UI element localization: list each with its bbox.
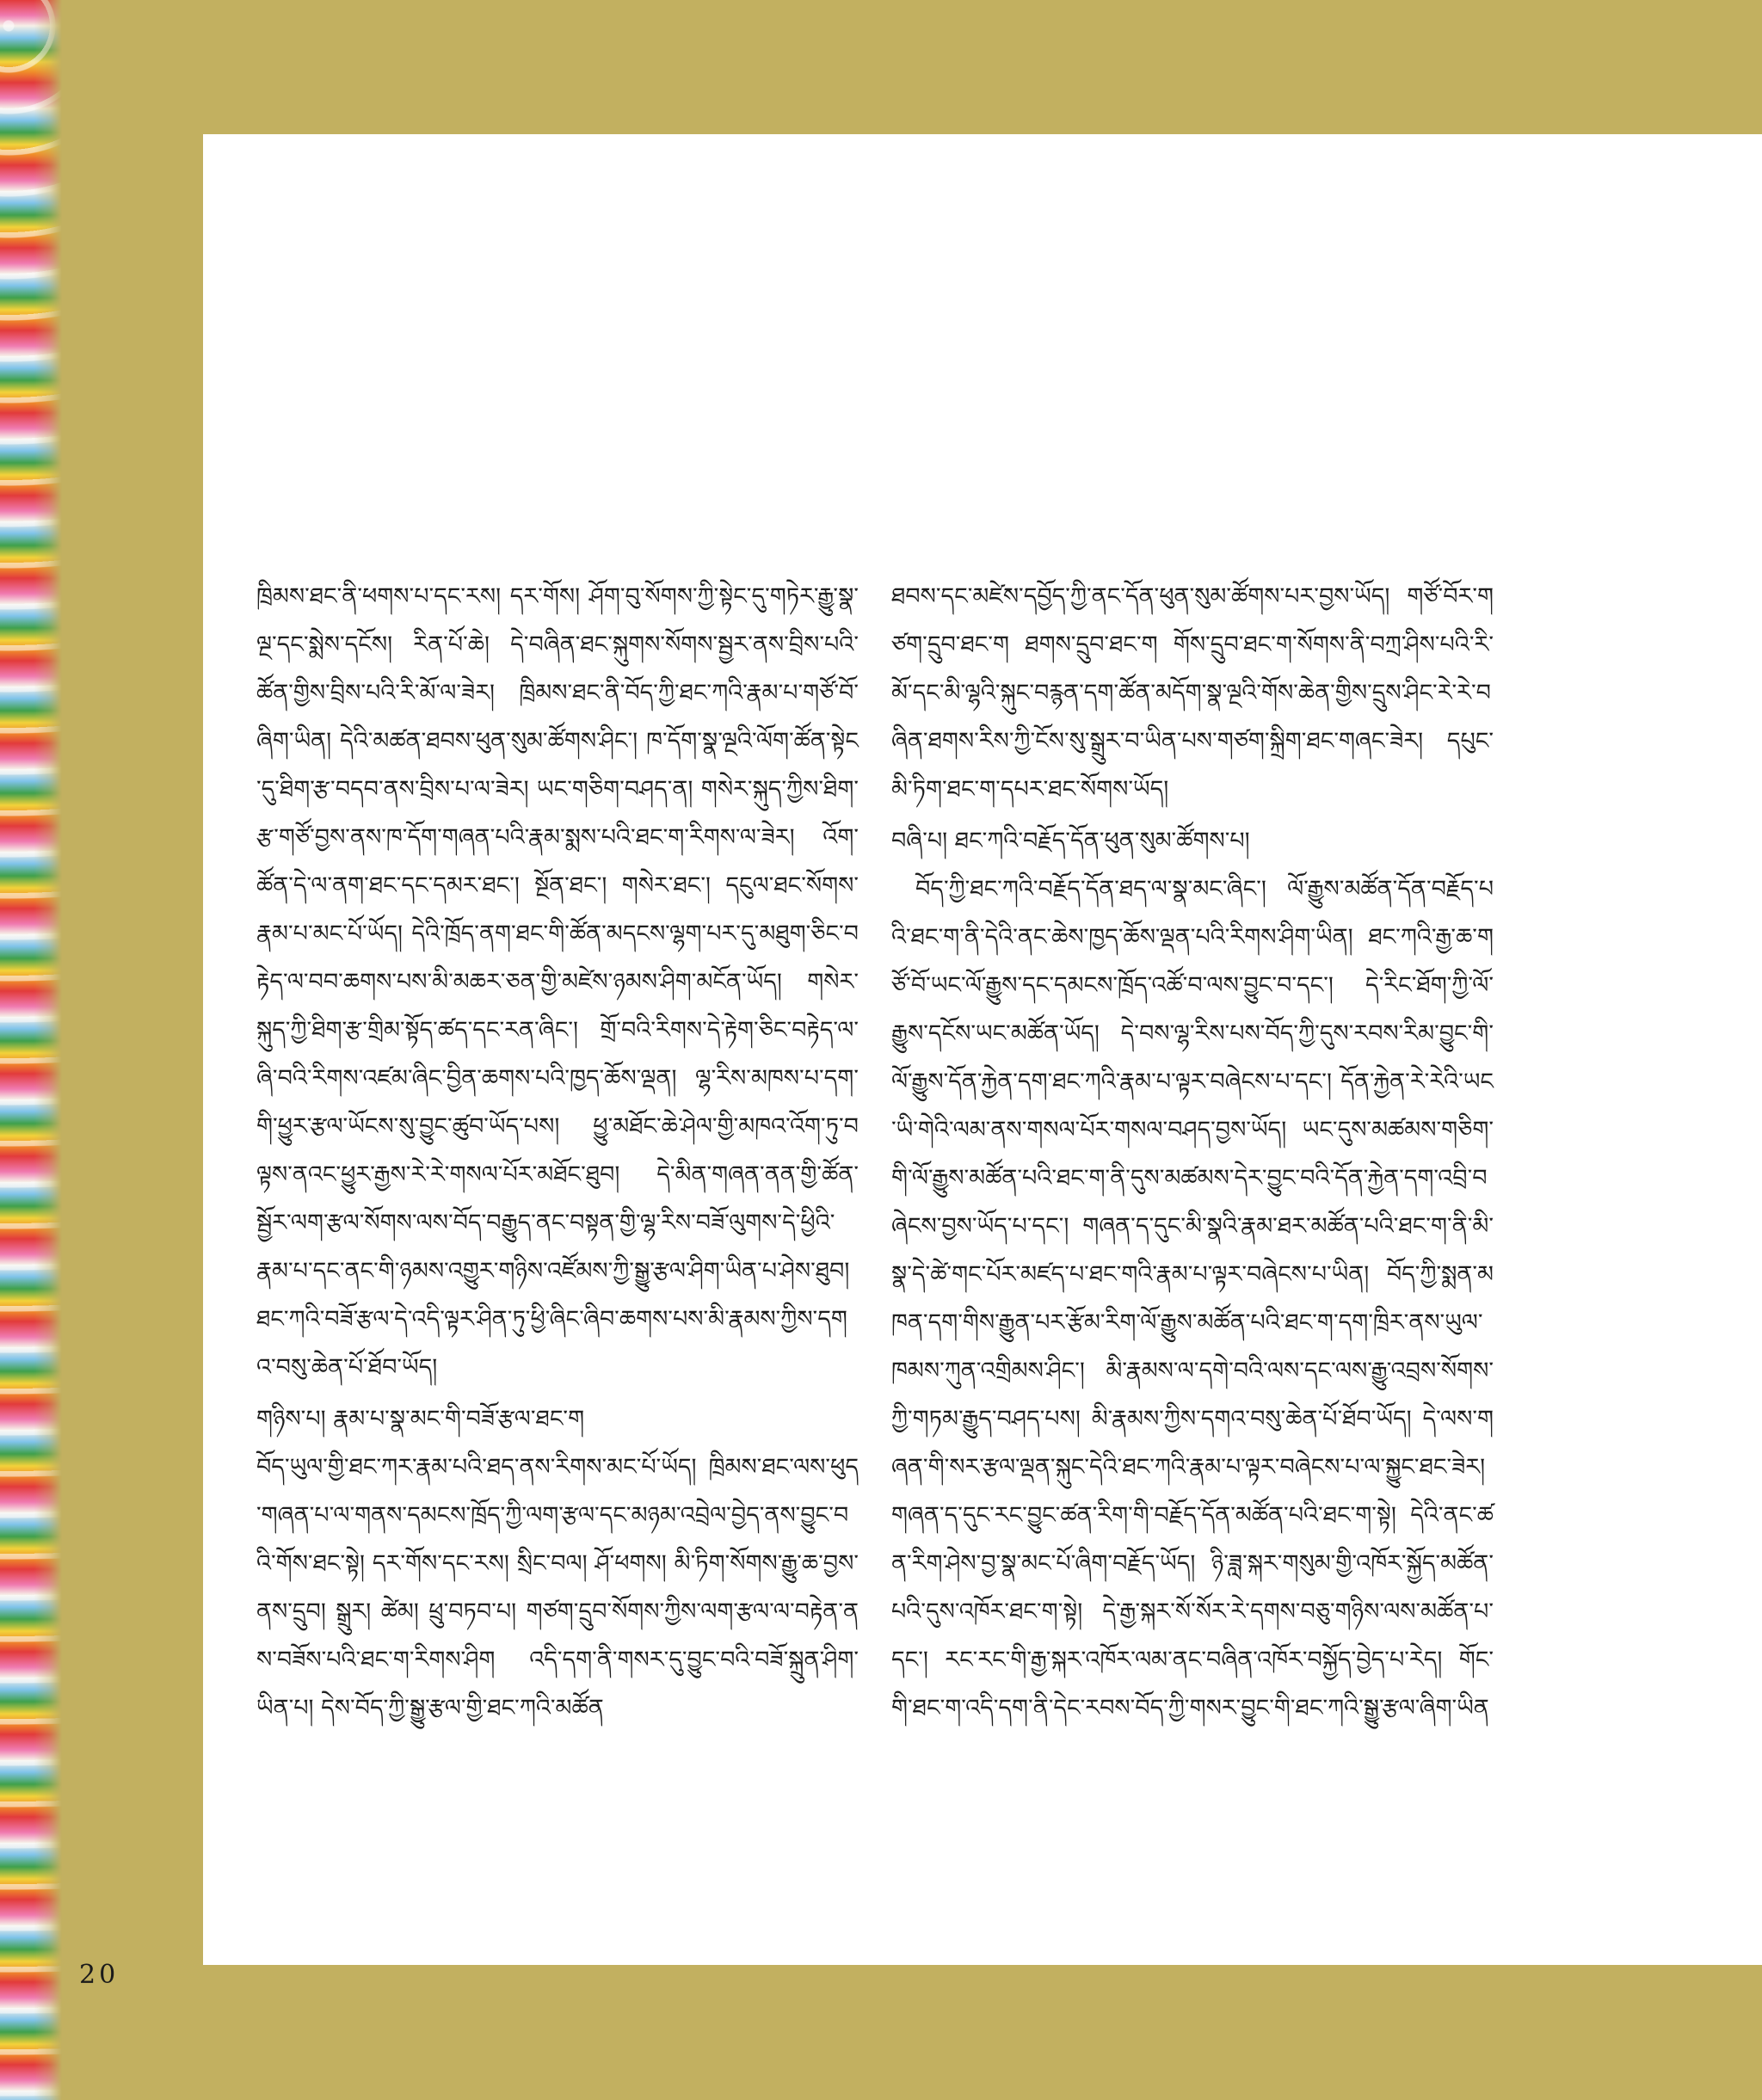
page-number: 20	[79, 1960, 120, 1990]
left-paragraph-1: ཁྲིམས་ཐང་ནི་ཕགས་པ་དང་རས། དར་གོས། ཤོག་བུ་སོགས་ཀྱི་སྟེང་དུ་གཏེར་རྒྱུ་སྣ་ལྔ་དང་སྨེས་དངོས། རིན་པོ་ཆེ། དེ་བཞིན་ཐང་སྐུགས་སོགས་སྦྱར་ནས་བྲིས་པའི་ཚོན་གྱིས་བྲིས་པའི་རི་མོ་ལ་ཟེར། ཁྲིམས་ཐང་ནི་བོད་ཀྱི་ཐང་ཀའི་རྣམ་པ་གཙོ་བོ་ཞིག་ཡིན། དེའི་མཚན་ཐབས་ཕུན་སུམ་ཚོགས་ཤིང་། ཁ་དོག་སྣ་ལྔའི་ལོག་ཚོན་སྟེང་དུ་ཐིག་རྩ་བདབ་ནས་བྲིས་པ་ལ་ཟེར། ཡང་གཅིག་བཤད་ན། གསེར་སྐུད་ཀྱིས་ཐིག་རྩ་གཙོ་བྱས་ནས་ཁ་དོག་གཞན་པའི་རྣམ་སྨས་པའི་ཐང་ག་རིགས་ལ་ཟེར། འོག་ཚོན་དེ་ལ་ནག་ཐང་དང་དམར་ཐང་། སྔོན་ཐང་། གསེར་ཐང་། དངུལ་ཐང་སོགས་རྣམ་པ་མང་པོ་ཡོད། དེའི་ཁྲོད་ནག་ཐང་གི་ཚོན་མདངས་ལྷག་པར་དུ་མཐུག་ཅིང་བརྟེད་ལ་བབ་ཆགས་པས་མི་མཆར་ཅན་གྱི་མཛེས་ཉམས་ཤིག་མངོན་ཡོད། གསེར་སྐུད་ཀྱི་ཐིག་རྩ་གྲིམ་སྟོད་ཚད་དང་རན་ཞིང་། གྲོ་བའི་རིགས་དེ་རྟེག་ཅིང་བརྟེད་ལ་ཞི་བའི་རིགས་འཛམ་ཞིང་བྱིན་ཆགས་པའི་ཁྱད་ཆོས་ལྡན། ལྷ་རིས་མཁས་པ་དག་གི་ཕྱུར་རྩལ་ཡོངས་སུ་བྱུང་ཚུབ་ཡོད་པས། ཕྱུ་མཐོང་ཆེ་ཤེལ་གྱི་མཁའ་འོག་ཏུ་བལྟས་ནའང་ཕྱུར་རྒྱས་རེ་རེ་གསལ་པོར་མཐོང་ཐུབ། དེ་མིན་གཞན་ནན་གྱི་ཚོན་སྦྱོར་ལག་རྩལ་སོགས་ལས་བོད་བརྒྱུད་ནང་བསྟན་གྱི་ལྷ་རིས་བཟོ་ལུགས་དེ་ཕྱིའི་རྣམ་པ་དང་ནང་གི་ཉམས་འགྱུར་གཉིས་འཛོམས་ཀྱི་སྒྱུ་རྩལ་ཤིག་ཡིན་པ་ཤེས་ཐུབ། ཐང་ཀའི་བཟོ་རྩལ་དེ་འདི་ལྟར་ཤིན་ཏུ་ཕྱི་ཞིང་ཞིབ་ཆགས་པས་མི་རྣམས་ཀྱིས་དགའ་བསུ་ཆེན་པོ་ཐོབ་ཡོད།	[256, 583, 859, 1381]
left-paragraph-2: བོད་ཡུལ་གྱི་ཐང་ཀར་རྣམ་པའི་ཐད་ནས་རིགས་མང་པོ་ཡོད། ཁྲིམས་ཐང་ལས་ཕུད་གཞན་པ་ལ་གནས་དམངས་ཁྲོད་ཀྱི་ལག་རྩལ་དང་མཉམ་འབྲེལ་བྱེད་ནས་བྱུང་བའི་གོས་ཐང་སྟེ། དར་གོས་དང་རས། སྲིང་བལ། ཤོ་ཕགས། མི་ཏིག་སོགས་རྒྱུ་ཆ་བྱས་ནས་དྲུབ། སྒྲུར། ཚེམ། ཕྲུ་བཏབ་པ། གཙག་དྲུབ་སོགས་ཀྱིས་ལག་རྩལ་ལ་བརྟེན་ནས་བཟོས་པའི་ཐང་ག་རིགས་ཤིག འདི་དག་ནི་གསར་དུ་བྱུང་བའི་བཟོ་སྐྲུན་ཤིག་ཡིན་པ། དེས་བོད་ཀྱི་སྒྱུ་རྩལ་གྱི་ཐང་ཀའི་མཚོན	[256, 1454, 859, 1721]
right-subheading-4: བཞི་པ། ཐང་ཀའི་བརྗོད་དོན་ཕུན་སུམ་ཚོགས་པ།	[891, 828, 1250, 854]
right-paragraph-1: ཐབས་དང་མཛེས་དབྱོད་ཀྱི་ནང་དོན་ཕུན་སུམ་ཚོགས་པར་བྱས་ཡོད། གཙོ་བོར་གཙག་དྲུབ་ཐང་ག ཐགས་དྲུབ་ཐང་ག གོས་དྲུབ་ཐང་ག་སོགས་ནི་བཀྲ་ཤིས་པའི་རི་མོ་དང་མི་ལྷའི་སྐུང་བརྙན་དག་ཚོན་མདོག་སྣ་ལྔའི་གོས་ཆེན་གྱིས་དྲུས་ཤིང་རེ་རེ་བཞིན་ཐགས་རིས་ཀྱི་ངོས་སུ་སྒྲུར་བ་ཡིན་པས་གཙག་སྐྲིག་ཐང་གཞང་ཟེར། དཔུང་མི་ཏིག་ཐང་ག་དཔར་ཐང་སོགས་ཡོད།	[891, 583, 1494, 803]
right-paragraph-2: བོད་ཀྱི་ཐང་ཀའི་བརྗོད་དོན་ཐད་ལ་སྣ་མང་ཞིང་། ལོ་རྒྱུས་མཚོན་དོན་བརྗོད་པའི་ཐང་ག་ནི་དེའི་ནང་ཆེས་ཁྱད་ཆོས་ལྡན་པའི་རིགས་ཤིག་ཡིན། ཐང་ཀའི་རྒྱ་ཆ་གཙོ་བོ་ཡང་ལོ་རྒྱུས་དང་དམངས་ཁྲོད་འཚོ་བ་ལས་བྱུང་བ་དང་། དེ་རིང་ཐོག་ཀྱི་ལོ་རྒྱུས་དངོས་ཡང་མཚོན་ཡོད། དེ་བས་ལྷ་རིས་པས་བོད་ཀྱི་དུས་རབས་རིམ་བྱུང་གི་ལོ་རྒྱུས་དོན་རྐྱེན་དག་ཐང་ཀའི་རྣམ་པ་ལྟར་བཞེངས་པ་དང་། དོན་རྐྱེན་རེ་རེའི་ཡང་ཡི་གེའི་ལམ་ནས་གསལ་པོར་གསལ་བཤད་བྱས་ཡོད། ཡང་དུས་མཚམས་གཅིག་གི་ལོ་རྒྱུས་མཚོན་པའི་ཐང་ག་ནི་དུས་མཚམས་དེར་བྱུང་བའི་དོན་རྐྱེན་དག་འབྲི་བཞེངས་བྱས་ཡོད་པ་དང་། གཞན་ད་དུང་མི་སྣའི་རྣམ་ཐར་མཚོན་པའི་ཐང་ག་ནི་མི་སྣ་དེ་ཚེ་གང་པོར་མཛད་པ་ཐང་གའི་རྣམ་པ་ལྟར་བཞེངས་པ་ཡིན། བོད་ཀྱི་སྨན་མཁན་དག་གིས་རྒྱུན་པར་རྩོམ་རིག་ལོ་རྒྱུས་མཚོན་པའི་ཐང་ག་དག་ཁྲིར་ནས་ཡུལ་ཁམས་ཀུན་འགྲིམས་ཤིང་། མི་རྣམས་ལ་དགེ་བའི་ལས་དང་ལས་རྒྱུ་འབྲས་སོགས་ཀྱི་གཏམ་རྒྱུད་བཤད་པས། མི་རྣམས་ཀྱིས་དགའ་བསུ་ཆེན་པོ་ཐོབ་ཡོད། དེ་ལས་གཞན་གི་སར་རྩལ་ལྡན་སྐུང་དེའི་ཐང་ཀའི་རྣམ་པ་ལྟར་བཞེངས་པ་ལ་སྐྱུང་ཐང་ཟེར། གཞན་ད་དུང་རང་བྱུང་ཚན་རིག་གི་བརྗོད་དོན་མཚོན་པའི་ཐང་ག་སྟེ། དེའི་ནང་ཚན་རིག་ཤེས་བྱ་སྣ་མང་པོ་ཞིག་བརྗོད་ཡོད། ཉི་ཟླ་སྐར་གསུམ་གྱི་འཁོར་སྐྱོད་མཚོན་པའི་དུས་འཁོར་ཐང་ག་སྟེ། དེ་རྒྱ་སྐར་སོ་སོར་རེ་དགས་བཅུ་གཉིས་ལས་མཚོན་པ་དང་། རང་རང་གི་རྒྱ་སྐར་འཁོར་ལམ་ནང་བཞིན་འཁོར་བསྐྱོད་བྱེད་པ་རེད། གོང་གི་ཐང་ག་འདི་དག་ནི་དེང་རབས་བོད་ཀྱི་གསར་བྱུང་གི་ཐང་ཀའི་སྒྱུ་རྩལ་ཞིག་ཡིན	[891, 876, 1494, 1721]
left-column	[256, 573, 859, 1733]
left-subheading-2: གཉིས་པ། རྣམ་པ་སྣ་མང་གི་བཟོ་རྩལ་ཐང་ག	[256, 1406, 585, 1432]
page-sheet	[203, 134, 1762, 1965]
right-column	[891, 573, 1494, 1733]
decorative-edge-strip	[0, 0, 62, 2100]
